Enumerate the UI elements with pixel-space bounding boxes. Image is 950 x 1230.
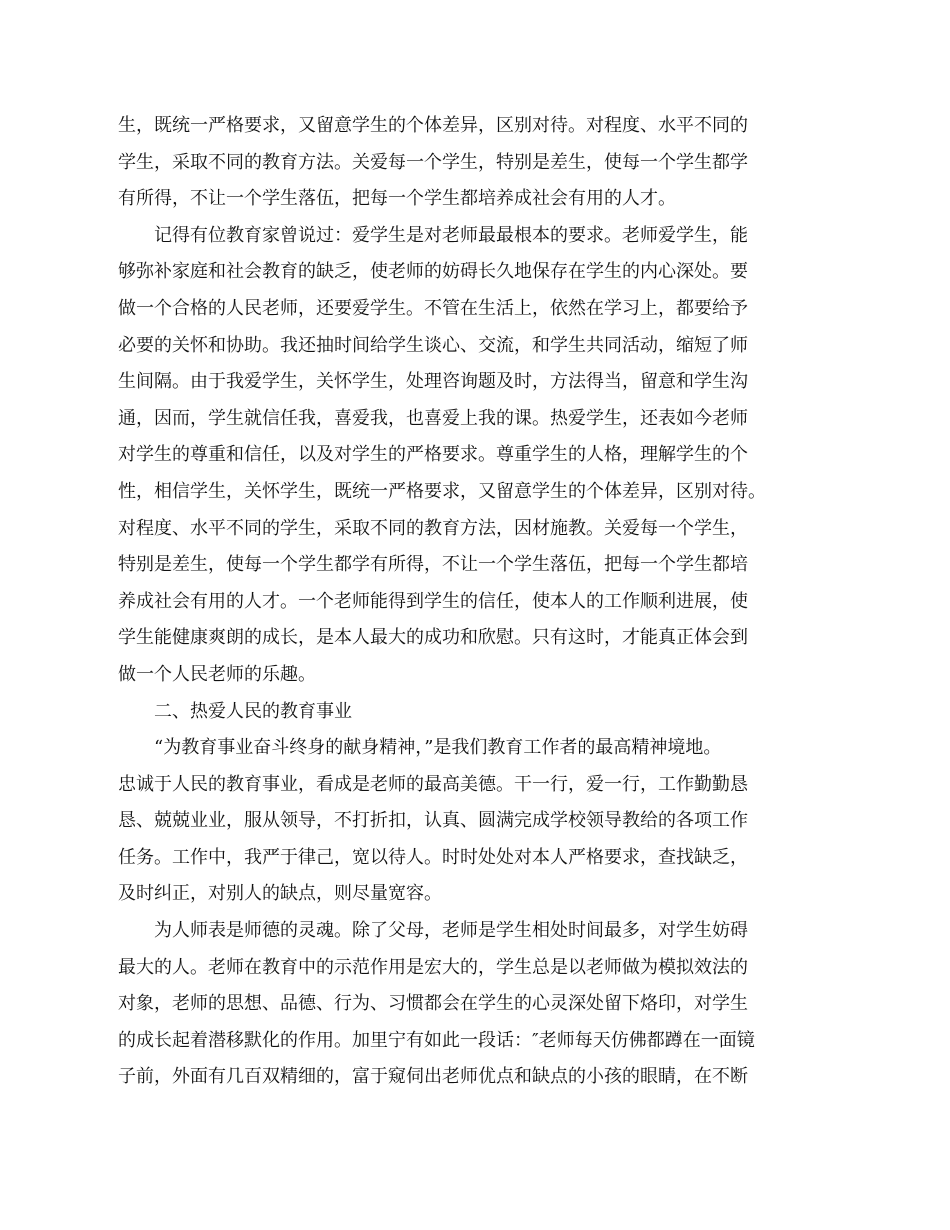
text-line: 为人师表是师德的灵魂。除了父母，老师是学生相处时间最多，对学生妨碍 bbox=[154, 920, 748, 942]
text-line: 记得有位教育家曾说过：爱学生是对老师最最根本的要求。老师爱学生，能 bbox=[154, 224, 748, 246]
text-line: 及时纠正，对别人的缺点，则尽量宽容。 bbox=[118, 883, 442, 905]
text-line: 特别是差生，使每一个学生都学有所得，不让一个学生落伍，把每一个学生都培 bbox=[118, 554, 748, 576]
text-line: 有所得，不让一个学生落伍，把每一个学生都培养成社会有用的人才。 bbox=[118, 188, 676, 210]
text-line: 养成社会有用的人才。一个老师能得到学生的信任，使本人的工作顺利进展，使 bbox=[118, 590, 748, 612]
text-line: 对象，老师的思想、品德、行为、习惯都会在学生的心灵深处留下烙印，对学生 bbox=[118, 993, 748, 1015]
text-line: “为教育事业奋斗终身的献身精神，”是我们教育工作者的最高精神境地。 bbox=[154, 737, 722, 759]
text-line: 的成长起着潜移默化的作用。加里宁有如此一段话：″老师每天仿佛都蹲在一面镜 bbox=[118, 1029, 755, 1051]
document-page bbox=[118, 108, 818, 1096]
text-line: 必要的关怀和协助。我还抽时间给学生谈心、交流，和学生共同活动，缩短了师 bbox=[118, 334, 748, 356]
paragraph-1 bbox=[118, 108, 818, 218]
paragraph-4 bbox=[118, 913, 818, 1096]
text-line: 性，相信学生，关怀学生，既统一严格要求，又留意学生的个体差异，区别对待。 bbox=[118, 480, 766, 502]
text-line: 恳、兢兢业业，服从领导，不打折扣，认真、圆满完成学校领导教给的各项工作 bbox=[118, 810, 748, 832]
paragraph-3 bbox=[118, 730, 818, 913]
text-line: 通，因而，学生就信任我，喜爱我，也喜爱上我的课。热爱学生，还表如今老师 bbox=[118, 407, 748, 429]
text-line: 忠诚于人民的教育事业，看成是老师的最高美德。干一行，爱一行，工作勤勤恳 bbox=[118, 773, 748, 795]
text-line: 做一个人民老师的乐趣。 bbox=[118, 663, 316, 685]
text-line: 学生，采取不同的教育方法。关爱每一个学生，特别是差生，使每一个学生都学 bbox=[118, 151, 748, 173]
section-heading bbox=[118, 694, 818, 731]
text-line: 生，既统一严格要求，又留意学生的个体差异，区别对待。对程度、水平不同的 bbox=[118, 115, 748, 136]
text-line: 最大的人。老师在教育中的示范作用是宏大的，学生总是以老师做为模拟效法的 bbox=[118, 956, 748, 978]
text-line: 学生能健康爽朗的成长，是本人最大的成功和欣慰。只有这时，才能真正体会到 bbox=[118, 627, 748, 649]
section-heading-text: 二、热爱人民的教育事业 bbox=[154, 700, 352, 722]
text-line: 对学生的尊重和信任，以及对学生的严格要求。尊重学生的人格，理解学生的个 bbox=[118, 444, 748, 466]
text-line: 对程度、水平不同的学生，采取不同的教育方法，因材施教。关爱每一个学生， bbox=[118, 517, 748, 539]
text-line: 做一个合格的人民老师，还要爱学生。不管在生活上，依然在学习上，都要给予 bbox=[118, 297, 748, 319]
text-line: 生间隔。由于我爱学生，关怀学生，处理咨询题及时，方法得当，留意和学生沟 bbox=[118, 371, 748, 393]
text-line: 够弥补家庭和社会教育的缺乏，使老师的妨碍长久地保存在学生的内心深处。要 bbox=[118, 261, 748, 283]
text-line: 任务。工作中，我严于律己，宽以待人。时时处处对本人严格要求，查找缺乏， bbox=[118, 846, 748, 868]
paragraph-2 bbox=[118, 218, 818, 694]
text-line: 子前，外面有几百双精细的，富于窥伺出老师优点和缺点的小孩的眼睛，在不断 bbox=[118, 1066, 748, 1088]
